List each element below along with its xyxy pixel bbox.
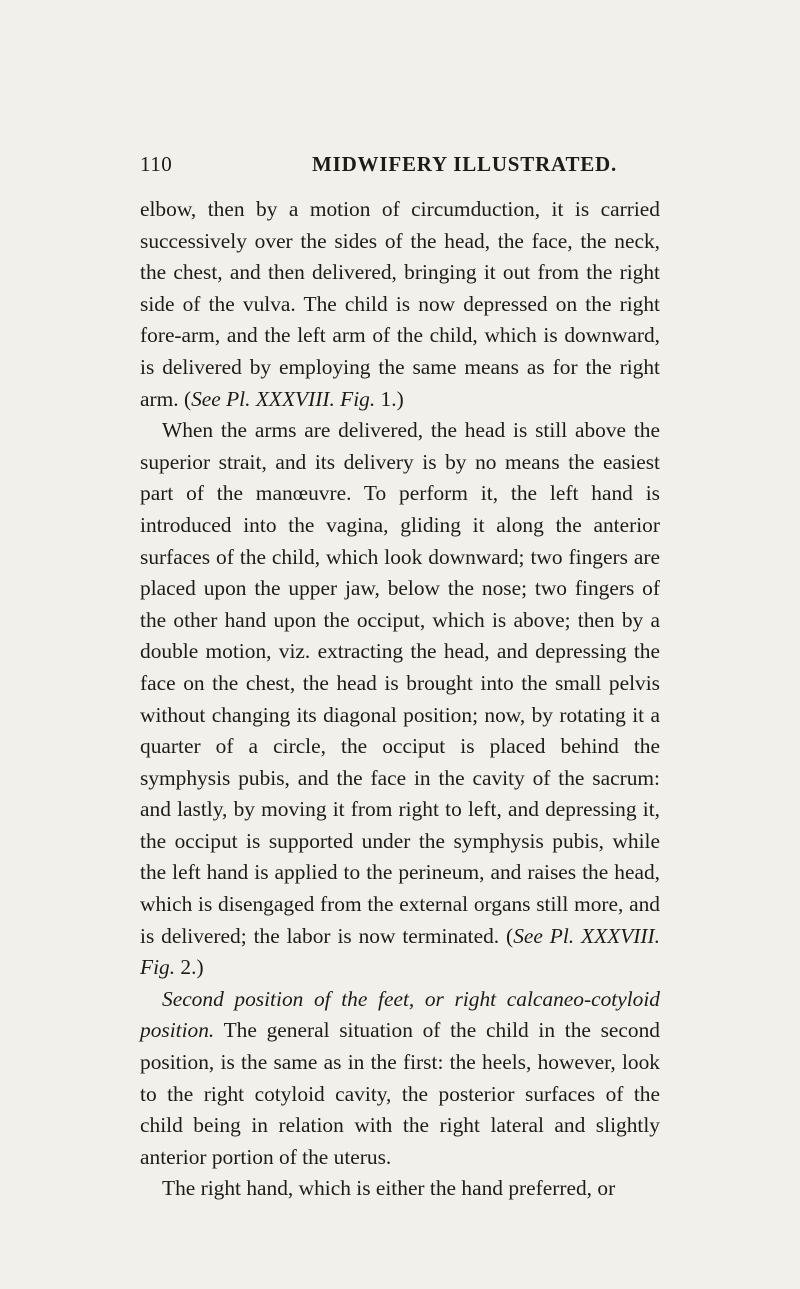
paragraph-text: 1.) [375, 386, 404, 411]
plate-reference: See Pl. XXXVIII. Fig. [191, 386, 376, 411]
page-number: 110 [140, 152, 173, 176]
paragraph [140, 1173, 660, 1205]
paragraph-text: The right hand, which is either the hand preferred, or [162, 1176, 616, 1201]
running-title: MIDWIFERY ILLUSTRATED. [312, 152, 618, 176]
section-heading: Second position of the feet, or right calcaneo-cotyloid position. [140, 986, 660, 1043]
page-header [140, 152, 660, 178]
paragraph [140, 194, 660, 415]
paragraph-text: When the arms are delivered, the head is still above the superior strait, and its delivery is by no means the easiest part of the manœuvre. To perform it, the left hand is introduced into the vagina, gliding it along the anterior surfaces of the child, which look downward; two fingers are placed upon the upper jaw, below the nose; two fingers of the other hand upon the occiput, which is above; then by a double motion, viz. extracting the head, and depressing the face on the chest, the head is brought into the small pelvis without changing its diagonal position; now, by rotating it a quarter of a circle, the occiput is placed behind the symphysis pubis, and the face in the cavity of the sacrum: and lastly, by moving it from right to left, and depressing it, the occiput is supported under the symphysis pubis, while the left hand is applied to the perineum, and raises the head, which is disengaged from the external organs still more, and is delivered; the labor is now terminated. ( [140, 418, 660, 948]
paragraph-text: elbow, then by a motion of circumduction, it is carried successively over the sides of the head, the face, the neck, the chest, and then delivered, bringing it out from the right side of the vulva. The child is now depressed on the right fore-arm, and the left arm of the child, which is downward, is delivered by employing the same means as for the right arm. ( [140, 197, 660, 411]
paragraph [140, 415, 660, 984]
body-text [140, 194, 660, 1205]
plate-reference: See Pl. XXXVIII. Fig. [140, 923, 660, 980]
paragraph-text: 2.) [175, 955, 204, 980]
paragraph [140, 984, 660, 1174]
paragraph-text: The general situation of the child in the second position, is the same as in the first: the heels, however, look to the right cotyloid cavity, the posterior surfaces of the child being in relation with the right lateral and slightly anterior portion of the uterus. [140, 1018, 660, 1169]
